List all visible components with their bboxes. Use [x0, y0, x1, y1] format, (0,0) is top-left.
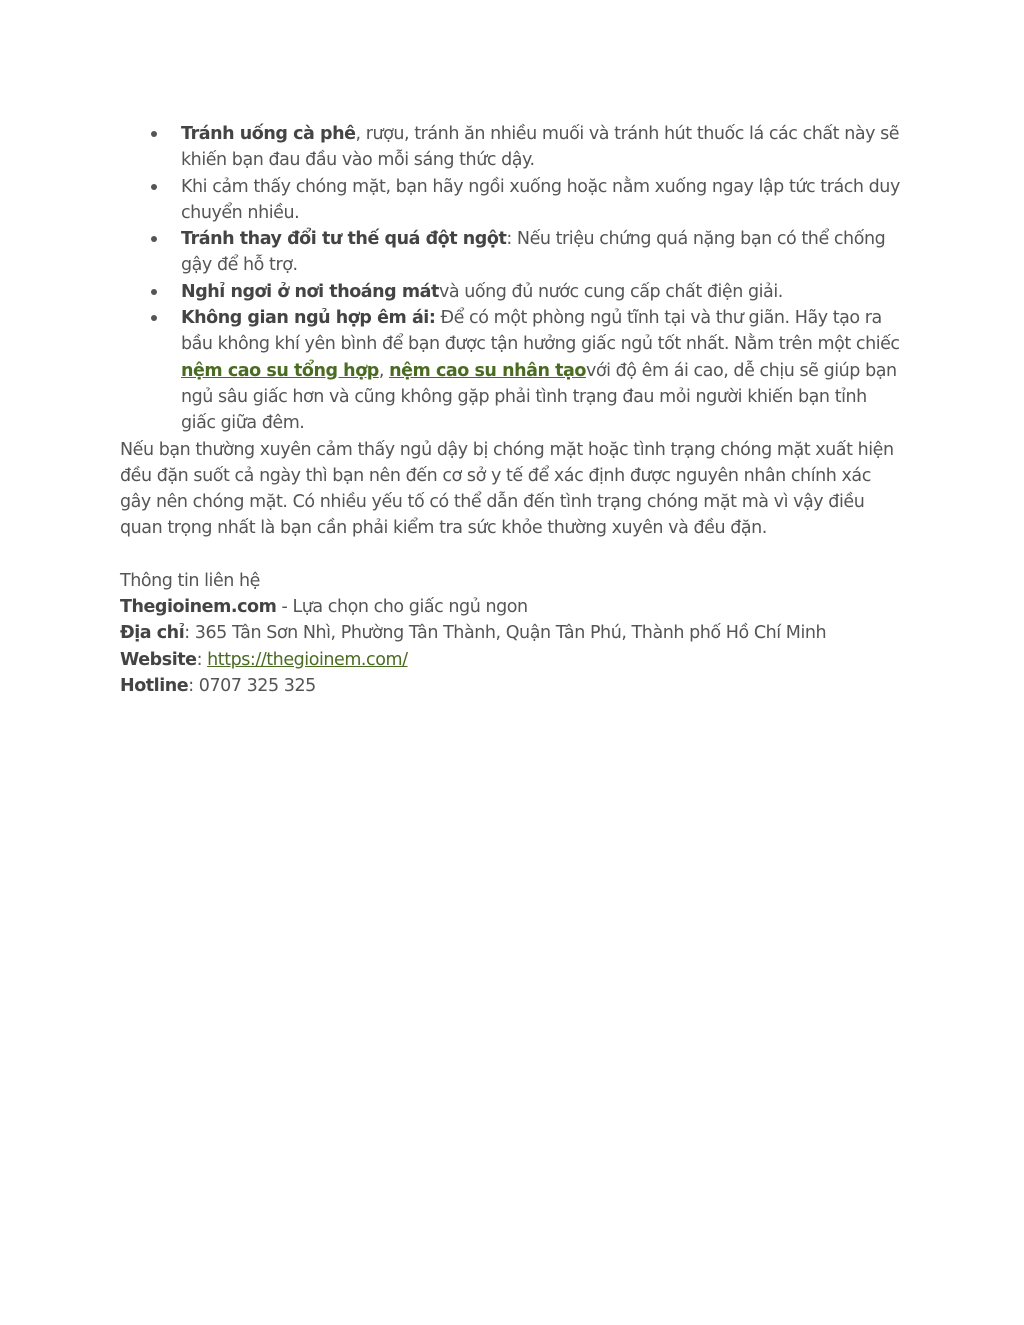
- brand-name: Thegioinem.com: [120, 597, 277, 618]
- contact-hotline-line: [120, 673, 906, 699]
- website-link[interactable]: https://thegioinem.com/: [207, 649, 408, 670]
- tip-bold: Tránh thay đổi tư thế quá đột ngột: [181, 229, 507, 250]
- address-label: Địa chỉ: [120, 623, 185, 644]
- tip-text: Khi cảm thấy chóng mặt, bạn hãy ngồi xuống hoặc nằm xuống ngay lập tức trách duy chuyển nhiều.: [181, 176, 900, 223]
- bullet-icon: [151, 289, 157, 295]
- tip-bold: Nghỉ ngơi ở nơi thoáng mát: [181, 281, 439, 302]
- summary-paragraph: Nếu bạn thường xuyên cảm thấy ngủ dậy bị chóng mặt hoặc tình trạng chóng mặt xuất hiện đều đặn suốt cả ngày thì bạn nên đến cơ sở y tế để xác định được nguyên nhân chính xác gây nên chóng mặt. Có nhiều yếu tố có thể dẫn đến tình trạng chóng mặt mà vì vậy điều quan trọng nhất là bạn cần phải kiểm tra sức khỏe thường xuyên và đều đặn.: [120, 439, 894, 539]
- contact-website-line: [120, 647, 906, 673]
- list-item: [120, 305, 906, 436]
- list-item: [120, 226, 906, 279]
- hotline-label: Hotline: [120, 675, 189, 696]
- tip-text: và uống đủ nước cung cấp chất điện giải.: [438, 281, 783, 302]
- link-nem-cao-su-nhan-tao[interactable]: nệm cao su nhân tạo: [389, 360, 586, 381]
- contact-heading: Thông tin liên hệ: [120, 570, 260, 591]
- brand-tagline: - Lựa chọn cho giấc ngủ ngon: [276, 597, 528, 618]
- contact-address-line: [120, 620, 906, 646]
- document-page: [120, 121, 906, 699]
- hotline-value: : 0707 325 325: [188, 675, 316, 696]
- bullet-icon: [151, 236, 157, 242]
- tip-text: Để có một phòng ngủ tĩnh tại và thư giãn. Hãy tạo ra bầu không khí yên bình để bạn được tận hưởng giấc ngủ tốt nhất. Nằm trên một chiếc: [181, 308, 900, 355]
- link-separator: ,: [378, 360, 390, 381]
- tip-bold: Tránh uống cà phê: [181, 124, 356, 144]
- contact-block: [120, 568, 906, 699]
- link-nem-cao-su-tong-hop[interactable]: nệm cao su tổng hợp: [181, 360, 379, 381]
- list-item: [120, 279, 906, 305]
- list-item: [120, 174, 906, 227]
- tip-bold: Không gian ngủ hợp êm ái:: [181, 308, 436, 329]
- contact-brand-line: [120, 594, 906, 620]
- address-value: : 365 Tân Sơn Nhì, Phường Tân Thành, Quận Tân Phú, Thành phố Hồ Chí Minh: [184, 623, 827, 644]
- tip-text: với độ êm ái cao, dễ chịu sẽ giúp bạn ngủ sâu giấc hơn và cũng không gặp phải tình trạng đau mỏi người khiến bạn tỉnh giấc giữa đêm.: [181, 360, 897, 434]
- bullet-icon: [151, 315, 157, 321]
- website-label: Website: [120, 649, 197, 670]
- tips-list: [120, 121, 906, 437]
- list-item: [120, 121, 906, 174]
- bullet-icon: [151, 184, 157, 190]
- tip-text: : Nếu triệu chứng quá nặng bạn có thể chống gậy để hỗ trợ.: [181, 229, 886, 276]
- tip-text: , rượu, tránh ăn nhiều muối và tránh hút thuốc lá các chất này sẽ khiến bạn đau đầu vào mỗi sáng thức dậy.: [181, 124, 900, 171]
- bullet-icon: [151, 131, 157, 137]
- website-sep: :: [196, 649, 208, 670]
